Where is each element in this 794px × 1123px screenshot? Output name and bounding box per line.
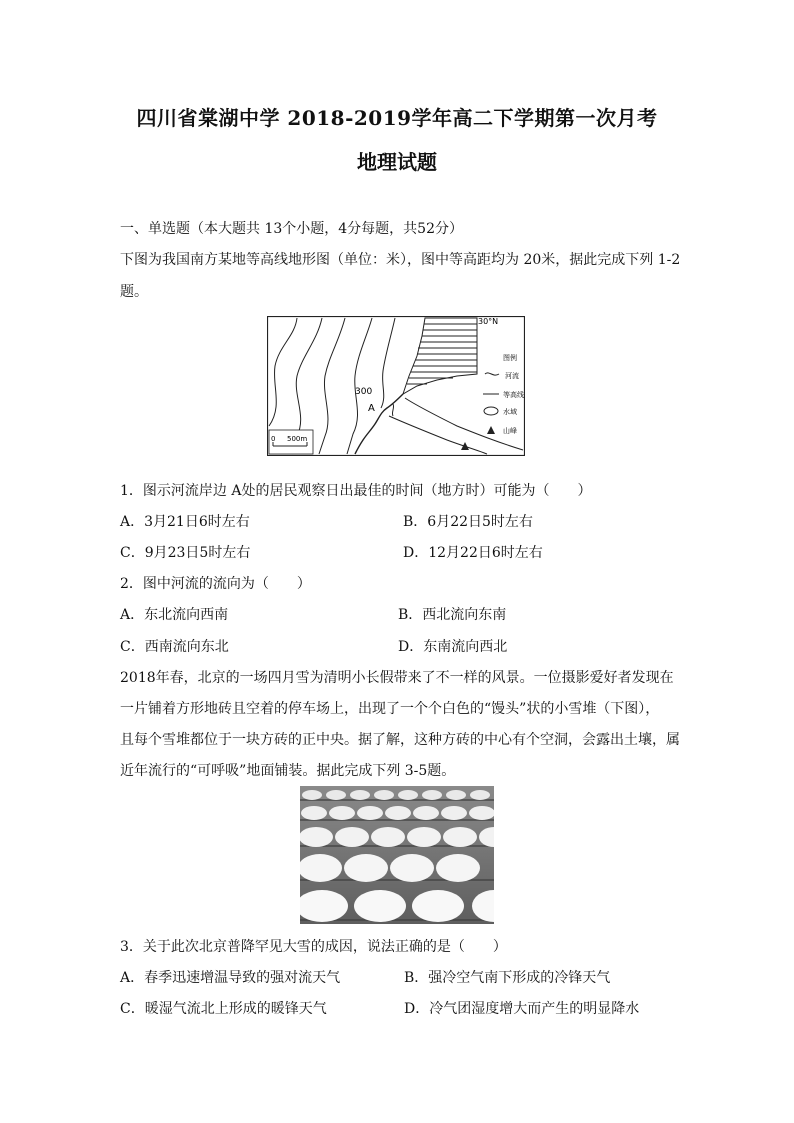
legend-water: 水域 — [503, 408, 517, 416]
q2-stem: 2．图中河流的流向为（ ） — [120, 576, 311, 592]
contour-value-label: 300 — [355, 387, 373, 397]
q1-option-c: C．9月23日5时左右 — [120, 545, 251, 561]
q2-option-a: A．东北流向西南 — [120, 607, 229, 623]
legend-river: 河流 — [505, 372, 519, 380]
q3-stem: 3．关于此次北京普降罕见大雪的成因，说法正确的是（ ） — [120, 939, 507, 955]
passage-line3: 且每个雪堆都位于一块方砖的正中央。据了解，这种方砖的中心有个空洞，会露出土壤，属 — [120, 732, 680, 748]
q2-option-d: D．东南流向西北 — [398, 639, 508, 655]
q1-stem: 1．图示河流岸边 A处的居民观察日出最佳的时间（地方时）可能为（ ） — [120, 483, 592, 499]
section-heading: 一、单选题（本大题共 13个小题，4分每题，共52分） — [120, 221, 463, 237]
svg-text:500m: 500m — [287, 435, 308, 443]
legend-title: 图例 — [503, 354, 517, 362]
q1-option-d: D．12月22日6时左右 — [403, 545, 543, 561]
q3-option-d: D．冷气团湿度增大而产生的明显降水 — [404, 1001, 640, 1017]
q3-option-c: C．暖湿气流北上形成的暖锋天气 — [120, 1001, 327, 1017]
page-title: 四川省棠湖中学 2018-2019学年高二下学期第一次月考 — [136, 106, 658, 130]
q3-option-a: A．春季迅速增温导致的强对流天气 — [120, 970, 341, 986]
intro-text-line2: 题。 — [120, 284, 148, 300]
latitude-label: 30°N — [478, 317, 499, 326]
q2-option-b: B．西北流向东南 — [398, 607, 507, 623]
water-legend-icon — [484, 407, 498, 415]
snow-mounds-photo — [300, 786, 494, 924]
svg-text:0: 0 — [271, 435, 276, 443]
q1-option-b: B．6月22日5时左右 — [403, 514, 533, 530]
q1-option-a: A．3月21日6时左右 — [120, 514, 250, 530]
scale-bar — [269, 430, 313, 454]
legend-contour: 等高线 — [503, 391, 524, 399]
contour-map-figure — [267, 316, 525, 456]
passage-line4: 近年流行的“可呼吸”地面铺装。据此完成下列 3-5题。 — [120, 763, 456, 779]
page-subtitle: 地理试题 — [357, 150, 437, 174]
q3-option-b: B．强冷空气南下形成的冷锋天气 — [404, 970, 611, 986]
passage-line1: 2018年春，北京的一场四月雪为清明小长假带来了不一样的风景。一位摄影爱好者发现在 — [120, 670, 674, 686]
passage-line2: 一片铺着方形地砖且空着的停车场上，出现了一个个白色的“馒头”状的小雪堆（下图）， — [120, 701, 660, 717]
legend-peak: 山峰 — [503, 427, 517, 435]
intro-text-line1: 下图为我国南方某地等高线地形图（单位：米），图中等高距均为 20米，据此完成下列 1-2 — [120, 252, 681, 268]
point-a-label: A — [368, 403, 375, 414]
q2-option-c: C．西南流向东北 — [120, 639, 229, 655]
